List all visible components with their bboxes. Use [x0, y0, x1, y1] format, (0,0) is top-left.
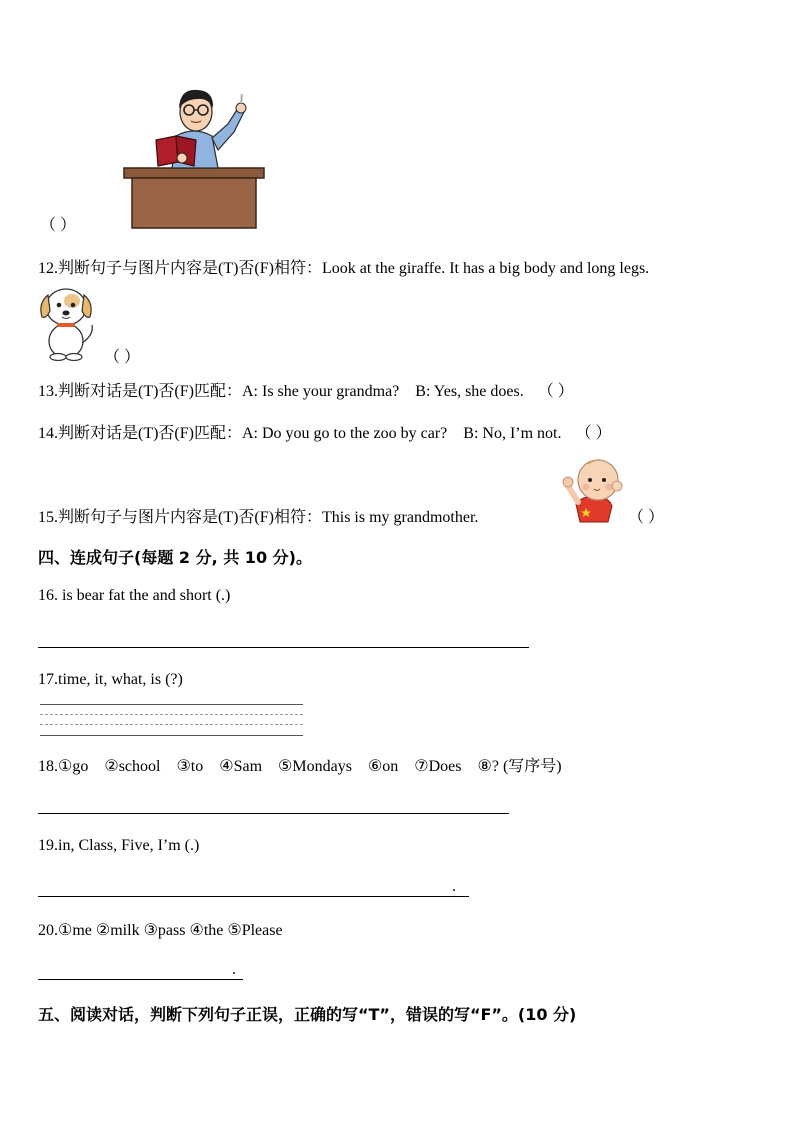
- q16-answer-line[interactable]: [38, 647, 529, 648]
- question-15: 15.判断句子与图片内容是(T)否(F)相符：This is my grandmother.: [38, 509, 479, 526]
- q17-four-line-writing-grid[interactable]: [40, 704, 303, 738]
- question-13-text: 13.判断对话是(T)否(F)匹配：A: Is she your grandma? B: Yes, she does.: [38, 383, 524, 400]
- question-16: 16. is bear fat the and short (.): [38, 587, 231, 604]
- q19-period: .: [452, 878, 456, 895]
- section-5-heading: 五、阅读对话，判断下列句子正误，正确的写“T”，错误的写“F”。(10 分): [38, 1005, 577, 1024]
- q11-answer-paren[interactable]: （ ）: [40, 217, 77, 234]
- question-17: 17.time, it, what, is (?): [38, 671, 183, 688]
- q13-answer-paren[interactable]: （ ）: [537, 383, 574, 400]
- q20-period: .: [232, 961, 236, 978]
- dog-illustration: [36, 283, 100, 361]
- question-18: 18.①go ②school ③to ④Sam ⑤Mondays ⑥on ⑦Does ⑧? (写序号): [38, 758, 562, 775]
- q12-answer-paren[interactable]: （ ）: [104, 349, 141, 366]
- q14-answer-paren[interactable]: （ ）: [575, 425, 612, 442]
- section-4-heading: 四、连成句子(每题 2 分, 共 10 分)。: [38, 548, 312, 567]
- q18-answer-line[interactable]: [38, 813, 509, 814]
- question-13: [38, 378, 574, 401]
- q19-answer-line[interactable]: [38, 896, 469, 897]
- teacher-at-desk-illustration: [120, 78, 268, 230]
- baby-waving-illustration: [562, 456, 626, 524]
- q20-answer-line[interactable]: [38, 979, 243, 980]
- question-14: [38, 420, 612, 443]
- question-14-text: 14.判断对话是(T)否(F)匹配：A: Do you go to the zoo by car? B: No, I’m not.: [38, 425, 562, 442]
- question-20: 20.①me ②milk ③pass ④the ⑤Please: [38, 922, 283, 939]
- q15-answer-paren[interactable]: （ ）: [628, 509, 665, 526]
- question-12: 12.判断句子与图片内容是(T)否(F)相符：Look at the giraffe. It has a big body and long legs.: [38, 260, 650, 277]
- question-19: 19.in, Class, Five, I’m (.): [38, 837, 200, 854]
